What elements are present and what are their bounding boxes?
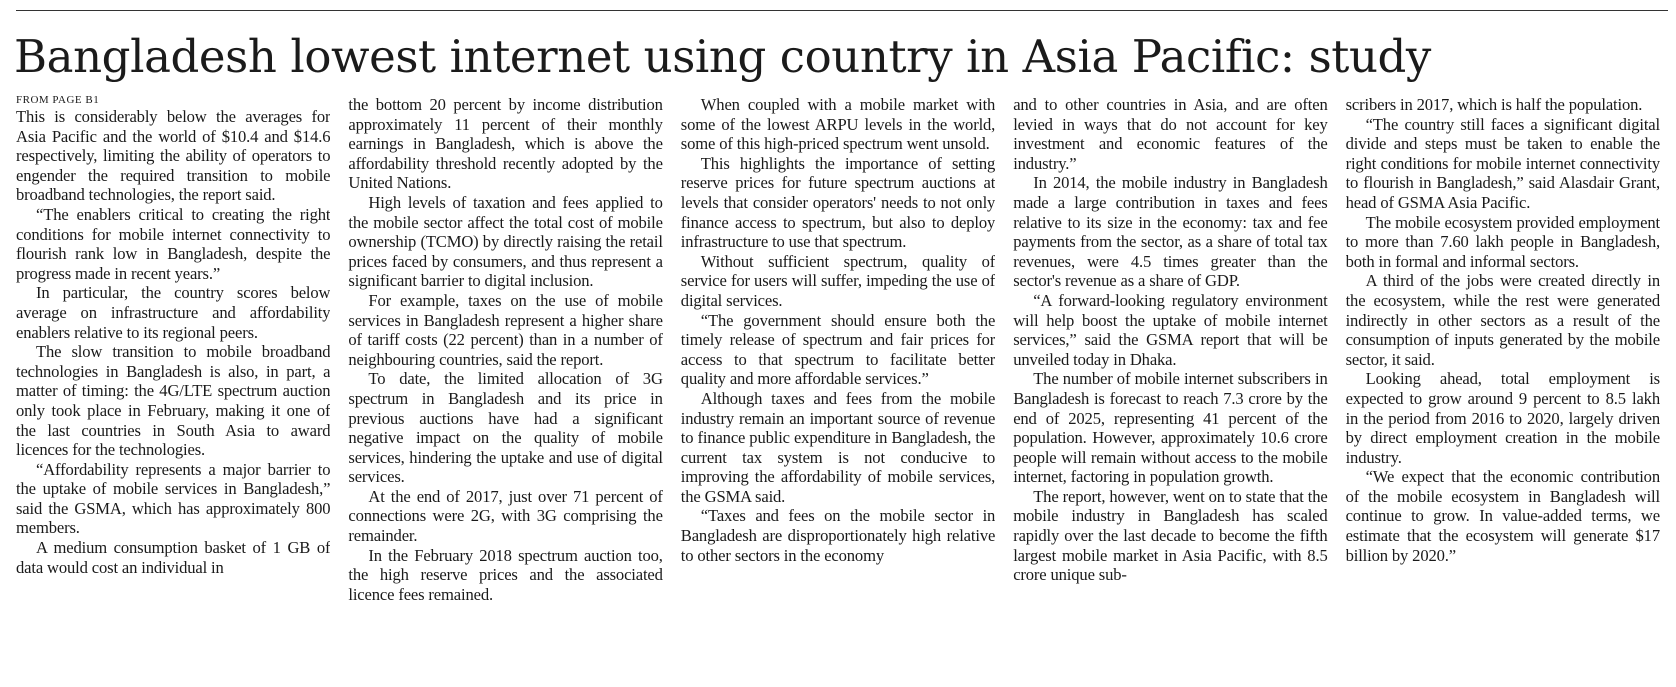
paragraph: “Affordability represents a major barrier to the uptake of mobile services in Bangladesh,” said the GSMA, which has approximately 800 members. bbox=[16, 459, 331, 538]
paragraph: “The enablers critical to creating the right conditions for mobile internet connectivity to flourish rank low in Bangladesh, despite the progress made in recent years.” bbox=[16, 204, 331, 283]
paragraph: To date, the limited allocation of 3G spectrum in Bangladesh and its price in previous auctions have had a significant negative impact on the quality of mobile services, hindering the uptake and use of digital services. bbox=[348, 369, 663, 487]
paragraph: The number of mobile internet subscribers in Bangladesh is forecast to reach 7.3 crore by the end of 2025, representing 41 percent of the population. However, approximately 10.6 crore people will remain without access to the mobile internet, factoring in population growth. bbox=[1013, 369, 1328, 487]
continued-from-label: FROM PAGE B1 bbox=[16, 95, 100, 106]
column-4 bbox=[1013, 95, 1327, 687]
article-body bbox=[16, 95, 1660, 687]
paragraph: “We expect that the economic contribution of the mobile ecosystem in Bangladesh will continue to grow. In value-added terms, we estimate that the ecosystem will generate $17 billion by 2020.” bbox=[1345, 467, 1660, 565]
paragraph: In 2014, the mobile industry in Bangladesh made a large contribution in taxes and fees relative to its size in the economy: tax and fee payments from the sector, as a share of total tax revenues, were 4.5 times greater than the sector's revenue as a share of GDP. bbox=[1013, 173, 1328, 291]
paragraph: At the end of 2017, just over 71 percent of connections were 2G, with 3G comprising the remainder. bbox=[348, 486, 663, 546]
column-5 bbox=[1346, 95, 1660, 687]
paragraph: Without sufficient spectrum, quality of service for users will suffer, impeding the use of digital services. bbox=[680, 251, 996, 310]
column-2 bbox=[348, 95, 662, 687]
paragraph: “The country still faces a significant digital divide and steps must be taken to enable the right conditions for mobile internet connectivity to flourish in Bangladesh,” said Alasdair Grant, head of GSMA Asia Pacific. bbox=[1345, 114, 1660, 212]
paragraph: The slow transition to mobile broadband technologies in Bangladesh is also, in part, a matter of timing: the 4G/LTE spectrum auction only took place in February, making it one of the last countries in South Asia to award licences for the technologies. bbox=[16, 342, 331, 460]
paragraph: When coupled with a mobile market with some of the lowest ARPU levels in the world, some of this high-priced spectrum went unsold. bbox=[680, 95, 996, 154]
paragraph: and to other countries in Asia, and are often levied in ways that do not account for key investment and economic features of the industry.” bbox=[1013, 95, 1328, 173]
headline: Bangladesh lowest internet using country in Asia Pacific: study bbox=[14, 30, 1431, 83]
paragraph: This highlights the importance of setting reserve prices for future spectrum auctions at levels that consider operators' needs to not only finance access to spectrum, but also to deploy infrastructure to use that spectrum. bbox=[680, 153, 996, 252]
paragraph: A third of the jobs were created directly in the ecosystem, while the rest were generated indirectly in other sectors as a result of the consumption of inputs generated by the mobile sector, it said. bbox=[1345, 271, 1660, 369]
paragraph: This is considerably below the averages for Asia Pacific and the world of $10.4 and $14.6 respectively, limiting the ability of operators to engender the required transition to mobile broadband technologies, the report said. bbox=[16, 107, 331, 205]
paragraph: In the February 2018 spectrum auction too, the high reserve prices and the associated licence fees remained. bbox=[348, 545, 663, 604]
paragraph: In particular, the country scores below average on infrastructure and affordability enablers relative to its regional peers. bbox=[16, 283, 331, 342]
column-3 bbox=[681, 95, 995, 687]
paragraph: High levels of taxation and fees applied to the mobile sector affect the total cost of mobile ownership (TCMO) by directly raising the retail prices faced by consumers, and thus represent a significant barrier to digital inclusion. bbox=[348, 192, 663, 291]
paragraph: Looking ahead, total employment is expected to grow around 9 percent to 8.5 lakh in the period from 2016 to 2020, largely driven by direct employment creation in the mobile industry. bbox=[1345, 369, 1660, 467]
top-rule bbox=[16, 10, 1668, 11]
column-1 bbox=[16, 95, 330, 687]
paragraph: A medium consumption basket of 1 GB of data would cost an individual in bbox=[16, 538, 331, 577]
paragraph: For example, taxes on the use of mobile services in Bangladesh represent a higher share of tariff costs (22 percent) than in a number of neighbouring countries, said the report. bbox=[348, 290, 663, 369]
paragraph: The mobile ecosystem provided employment to more than 7.60 lakh people in Bangladesh, both in formal and informal sectors. bbox=[1345, 212, 1660, 271]
paragraph: “Taxes and fees on the mobile sector in Bangladesh are disproportionately high relative to other sectors in the economy bbox=[680, 506, 996, 565]
paragraph: scribers in 2017, which is half the population. bbox=[1345, 95, 1643, 114]
paragraph: “The government should ensure both the timely release of spectrum and fair prices for access to that spectrum to facilitate better quality and more affordable services.” bbox=[680, 310, 996, 389]
paragraph: The report, however, went on to state that the mobile industry in Bangladesh has scaled rapidly over the last decade to become the fifth largest mobile market in Asia Pacific, with 8.5 crore unique sub- bbox=[1013, 486, 1328, 585]
paragraph: Although taxes and fees from the mobile industry remain an important source of revenue to finance public expenditure in Bangladesh, the current tax system is not conducive to improving the affordability of mobile services, the GSMA said. bbox=[680, 388, 996, 506]
paragraph: “A forward-looking regulatory environment will help boost the uptake of mobile internet services,” said the GSMA report that will be unveiled today in Dhaka. bbox=[1013, 290, 1328, 369]
paragraph: the bottom 20 percent by income distribution approximately 11 percent of their monthly earnings in Bangladesh, which is above the affordability threshold recently adopted by the United Nations. bbox=[348, 95, 663, 193]
